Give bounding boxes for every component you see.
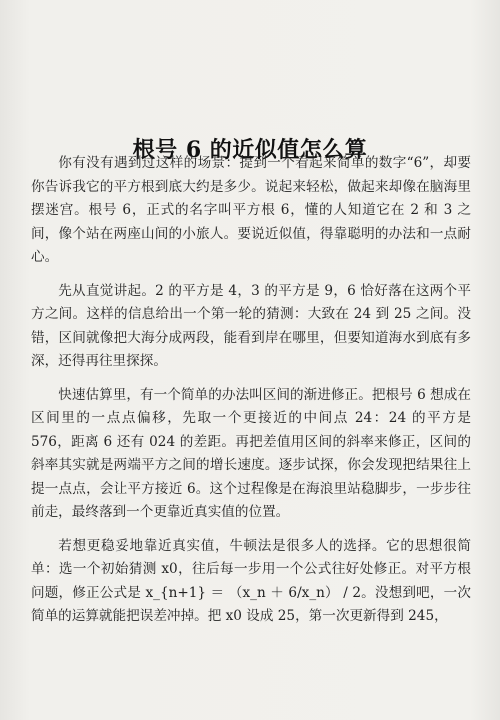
paragraph-1: 你有没有遇到过这样的场景：提到一个看起来简单的数字“6”，却要你告诉我它的平方根到底大约是多少。说起来轻松，做起来却像在脑海里摆迷宫。根号 6，正式的名字叫平方根 6，懂的人知道它在 2 和 3 之间，像个站在两座山间的小旅人。要说近似值，得靠聪明的办法和一点耐心。 [31, 155, 471, 265]
article-body [31, 152, 471, 639]
page-title: 根号 6 的近似值怎么算 [132, 136, 368, 163]
paragraph-4: 若想更稳妥地靠近真实值，牛顿法是很多人的选择。它的思想很简单：选一个初始猜测 x0，往后每一步用一个公式往好处修正。对平方根问题，修正公式是 x_{n+1} ＝ （x_n ＋ 6/x_n） / 2。没想到吧，一次简单的运算就能把误差冲掉。把 x0 设成 25，第一次更新得到 245， [31, 537, 471, 624]
paragraph-2: 先从直觉讲起。2 的平方是 4，3 的平方是 9，6 恰好落在这两个平方之间。这样的信息给出一个第一轮的猜测：大致在 24 到 25 之间。没错，区间就像把大海分成两段，能看到岸在哪里，但要知道海水到底有多深，还得再往里探探。 [31, 282, 471, 369]
paragraph-3: 快速估算里，有一个简单的办法叫区间的渐进修正。把根号 6 想成在区间里的一点点偏移，先取一个更接近的中间点 24：24 的平方是 576，距离 6 还有 024 的差距。再把差值用区间的斜率来修正，区间的斜率其实就是两端平方之间的增长速度。逐步试探，你会发现把结果往上提一点点，会让平方接近 6。这个过程像是在海浪里站稳脚步，一步步往前走，最终落到一个更靠近真实值的位置。 [31, 386, 471, 520]
